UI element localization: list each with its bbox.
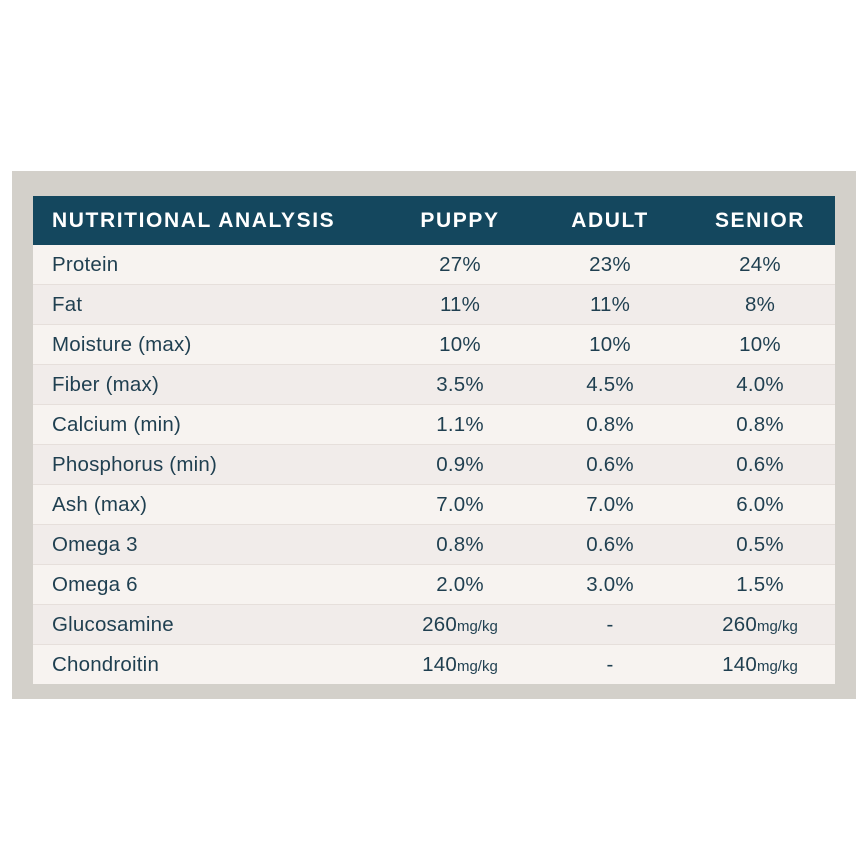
row-value-adult: 0.6% [535,525,685,565]
row-value-puppy: 1.1% [385,405,535,445]
column-header-adult: ADULT [535,196,685,245]
nutritional-analysis-table-container [33,196,835,684]
table-row [33,325,835,365]
nutritional-analysis-table [33,196,835,684]
column-header-puppy: PUPPY [385,196,535,245]
row-value-puppy: 0.9% [385,445,535,485]
row-value-adult: 0.8% [535,405,685,445]
value-unit: mg/kg [756,657,798,675]
row-value-puppy [385,605,535,645]
row-value-senior [685,605,835,645]
table-row [33,245,835,285]
value-number: 260 [722,612,757,636]
column-header-senior: SENIOR [685,196,835,245]
row-value-puppy: 7.0% [385,485,535,525]
value-unit: mg/kg [756,617,798,635]
row-label: Moisture (max) [33,325,385,365]
table-row [33,405,835,445]
value-number: 140 [422,652,457,676]
row-value-senior: 1.5% [685,565,835,605]
row-value-senior: 10% [685,325,835,365]
row-value-senior: 24% [685,245,835,285]
row-value-puppy: 3.5% [385,365,535,405]
row-value-senior: 6.0% [685,485,835,525]
row-value-adult: 3.0% [535,565,685,605]
value-number: 260 [422,612,457,636]
table-row [33,485,835,525]
value-unit: mg/kg [456,657,498,675]
row-value-senior [685,645,835,685]
table-row [33,365,835,405]
row-value-adult: 0.6% [535,445,685,485]
table-row [33,645,835,685]
row-value-puppy: 0.8% [385,525,535,565]
table-row [33,565,835,605]
row-value-adult: 7.0% [535,485,685,525]
value-number: 140 [722,652,757,676]
row-label: Protein [33,245,385,285]
row-label: Glucosamine [33,605,385,645]
row-label: Omega 6 [33,565,385,605]
row-value-adult: 10% [535,325,685,365]
row-value-puppy [385,645,535,685]
row-label: Ash (max) [33,485,385,525]
row-value-adult: 23% [535,245,685,285]
row-value-senior: 0.8% [685,405,835,445]
row-value-puppy: 2.0% [385,565,535,605]
column-header-nutritional-analysis: NUTRITIONAL ANALYSIS [33,196,385,245]
row-value-adult: 11% [535,285,685,325]
row-value-puppy: 10% [385,325,535,365]
row-label: Chondroitin [33,645,385,685]
row-value-senior: 0.5% [685,525,835,565]
row-value-senior: 4.0% [685,365,835,405]
table-body [33,245,835,684]
row-value-adult: - [535,645,685,685]
row-value-senior: 0.6% [685,445,835,485]
row-label: Phosphorus (min) [33,445,385,485]
row-value-adult: 4.5% [535,365,685,405]
table-row [33,445,835,485]
table-header [33,196,835,245]
row-label: Fiber (max) [33,365,385,405]
row-value-puppy: 11% [385,285,535,325]
row-value-adult: - [535,605,685,645]
table-row [33,605,835,645]
row-label: Fat [33,285,385,325]
row-value-puppy: 27% [385,245,535,285]
row-label: Omega 3 [33,525,385,565]
table-row [33,285,835,325]
row-value-senior: 8% [685,285,835,325]
value-unit: mg/kg [456,617,498,635]
table-header-row [33,196,835,245]
row-label: Calcium (min) [33,405,385,445]
table-row [33,525,835,565]
